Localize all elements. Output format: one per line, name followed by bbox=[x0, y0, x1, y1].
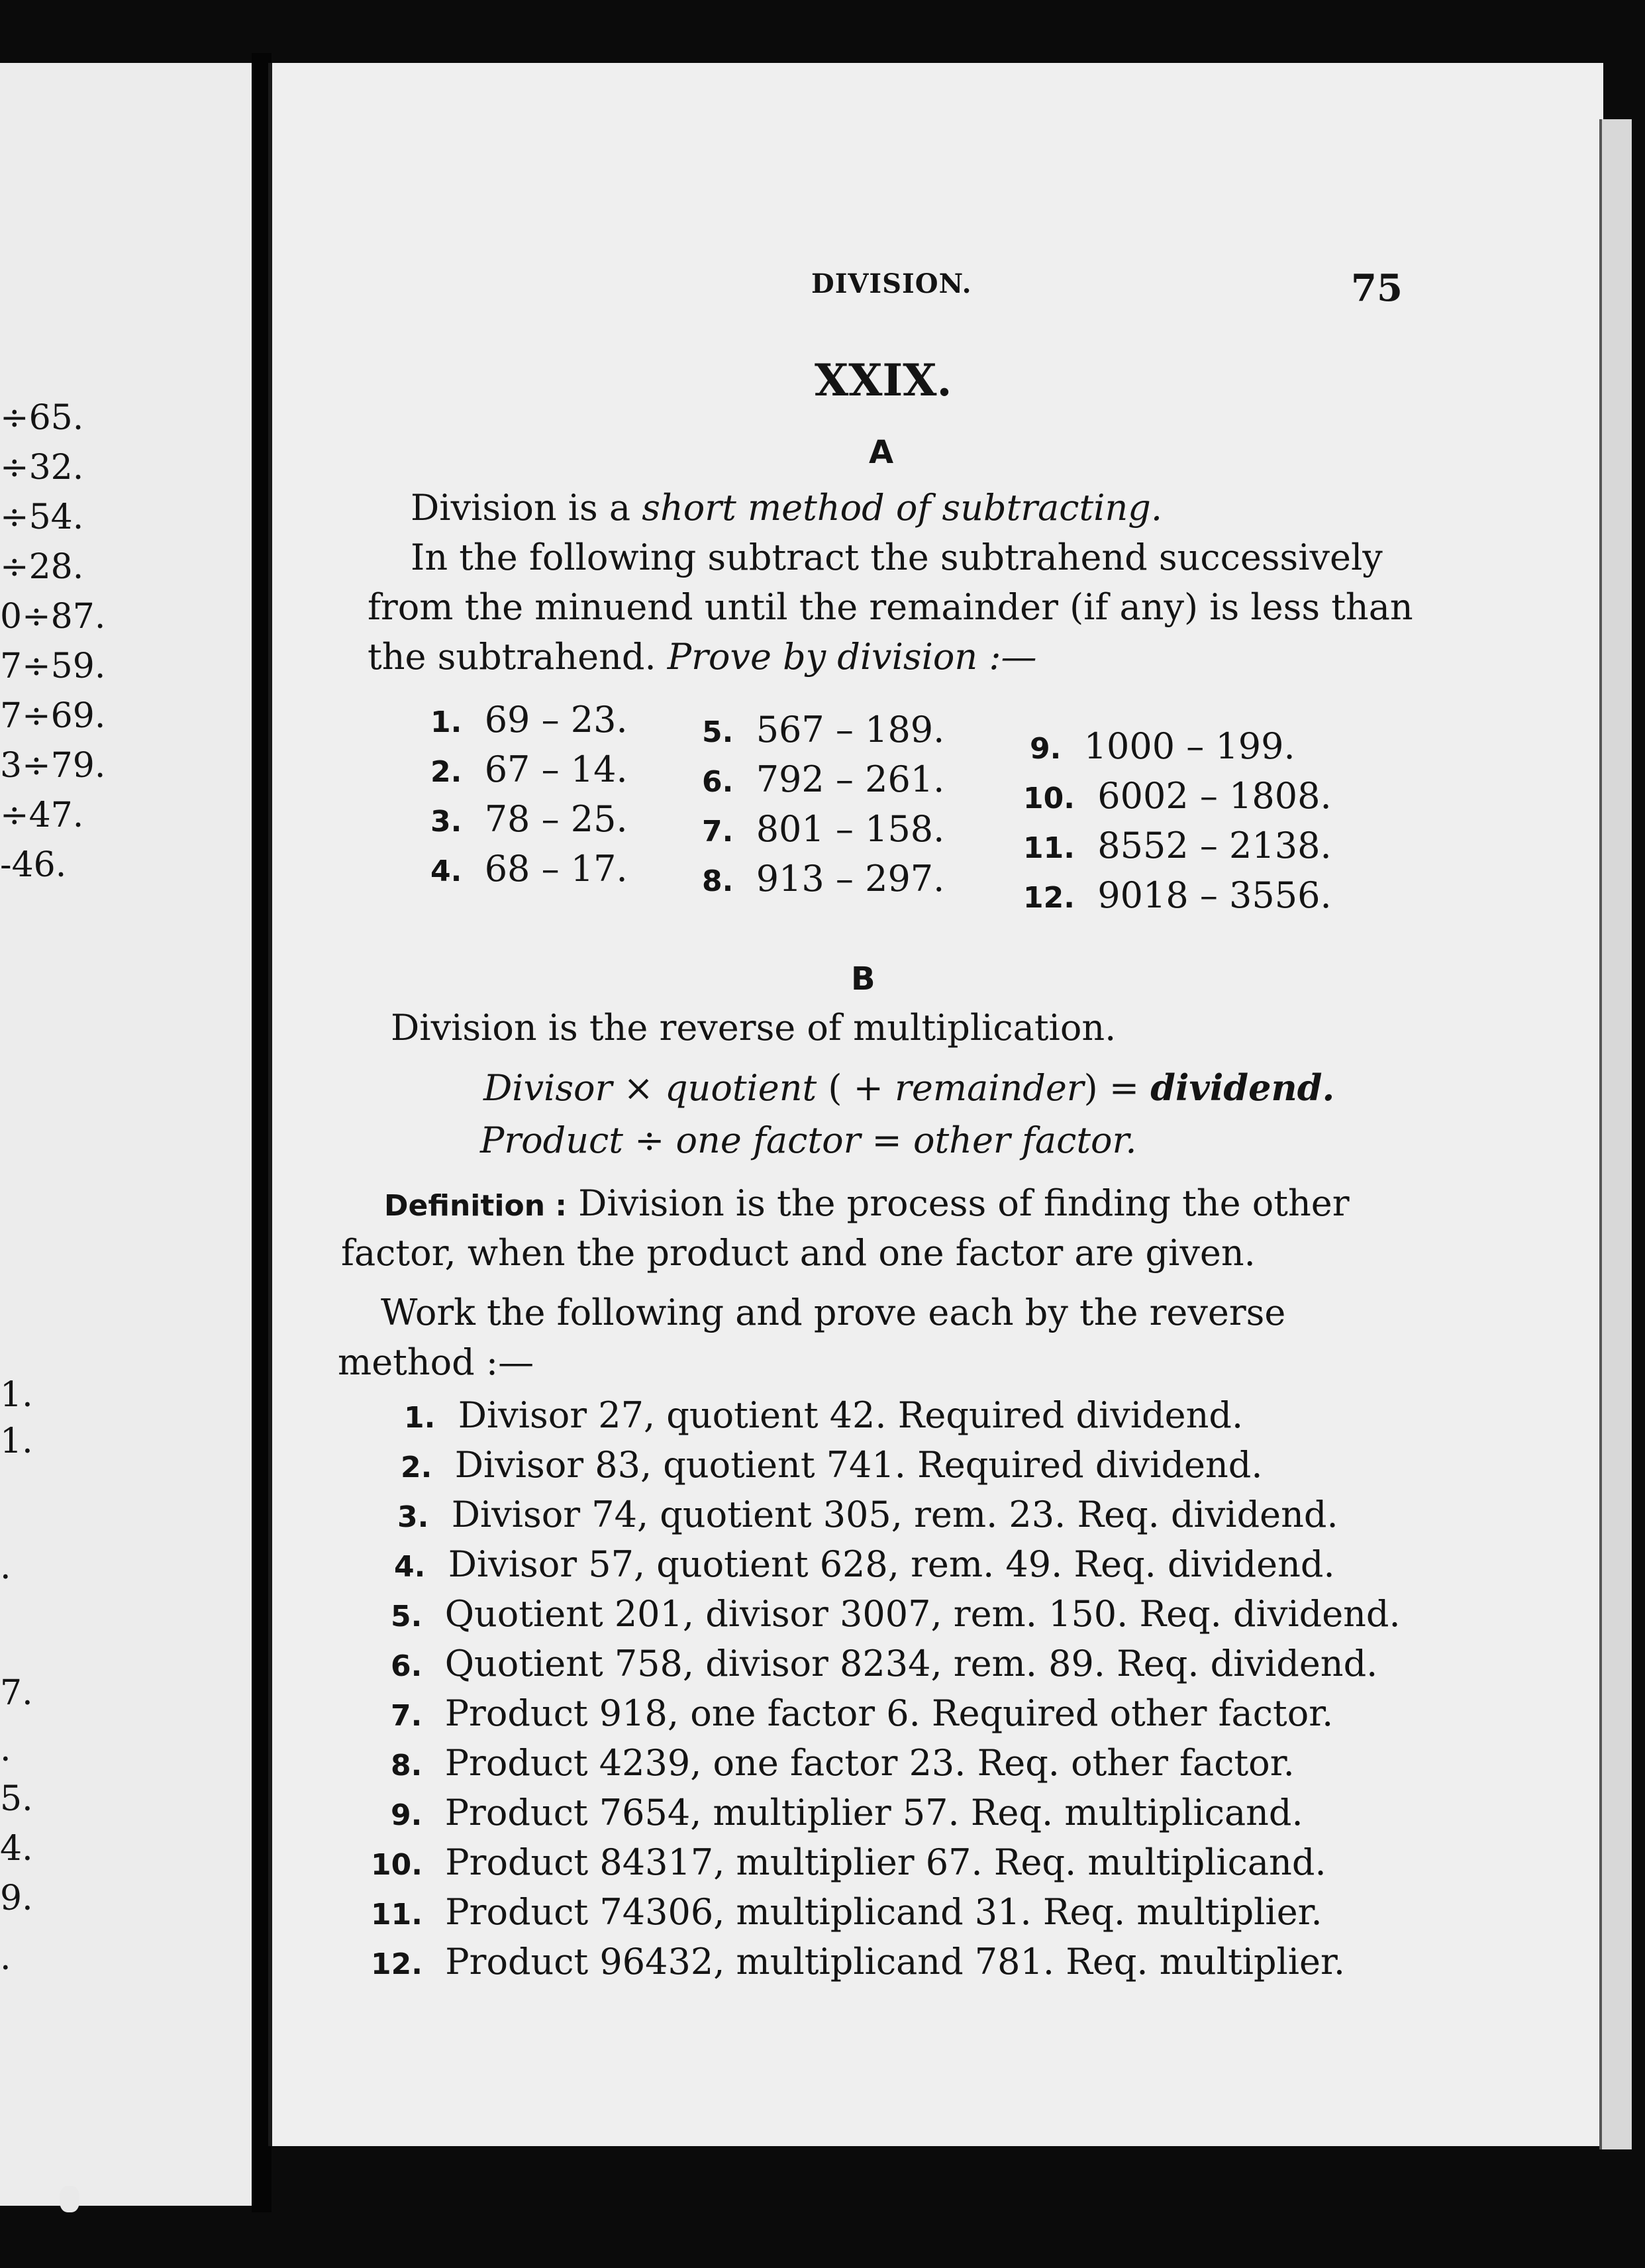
italic-run: Prove by division :— bbox=[667, 636, 1037, 678]
exercise-a-11: 11. 8552 – 2138. bbox=[1023, 825, 1332, 866]
exercise-b-3: 3. Divisor 74, quotient 305, rem. 23. Req. dividend. bbox=[397, 1494, 1338, 1535]
left-fragment: ÷47. bbox=[0, 796, 84, 835]
text-run: the subtrahend. bbox=[368, 636, 668, 678]
left-fragment: ÷32. bbox=[0, 448, 84, 488]
left-fragment: . bbox=[0, 1729, 11, 1769]
exercise-a-7: 7. 801 – 158. bbox=[702, 808, 945, 850]
left-fragment: 9. bbox=[0, 1879, 33, 1918]
section-title: XXIX. bbox=[815, 354, 952, 406]
exercise-b-5: 5. Quotient 201, divisor 3007, rem. 150. Req. dividend. bbox=[391, 1593, 1401, 1635]
exercise-b-4: 4. Divisor 57, quotient 628, rem. 49. Req. dividend. bbox=[394, 1543, 1335, 1585]
subsection-b-label: B bbox=[851, 960, 875, 998]
exercise-a-1: 1. 69 – 23. bbox=[430, 699, 628, 741]
definition-line: Definition : Division is the process of finding the other bbox=[384, 1182, 1350, 1224]
paragraph-line: from the minuend until the remainder (if any) is less than bbox=[368, 586, 1413, 628]
left-fragment: 4. bbox=[0, 1829, 33, 1869]
exercise-a-6: 6. 792 – 261. bbox=[702, 758, 945, 800]
exercise-b-1: 1. Divisor 27, quotient 42. Required dividend. bbox=[404, 1394, 1244, 1436]
exercise-b-9: 9. Product 7654, multiplier 57. Req. multiplicand. bbox=[391, 1792, 1303, 1833]
exercise-a-2: 2. 67 – 14. bbox=[430, 748, 628, 790]
text-run: Division is a bbox=[411, 487, 642, 529]
paragraph-line: method :— bbox=[338, 1341, 534, 1383]
paragraph-line bbox=[411, 487, 1163, 529]
exercise-a-8: 8. 913 – 297. bbox=[702, 858, 945, 900]
exercise-b-2: 2. Divisor 83, quotient 741. Required dividend. bbox=[401, 1444, 1263, 1486]
left-fragment: 7÷59. bbox=[0, 646, 106, 686]
left-fragment: ÷54. bbox=[0, 497, 84, 537]
italic-run: short method of subtracting. bbox=[642, 487, 1163, 529]
left-fragment: 3÷79. bbox=[0, 746, 106, 786]
exercise-b-11: 11. Product 74306, multiplicand 31. Req. multiplier. bbox=[371, 1891, 1322, 1933]
left-fragment: 7÷69. bbox=[0, 696, 106, 736]
exercise-b-7: 7. Product 918, one factor 6. Required other factor. bbox=[391, 1692, 1334, 1734]
exercise-a-12: 12. 9018 – 3556. bbox=[1023, 874, 1332, 916]
exercise-a-10: 10. 6002 – 1808. bbox=[1023, 775, 1332, 817]
left-facing-page bbox=[0, 63, 255, 2206]
left-fragment: . bbox=[0, 1547, 11, 1587]
paragraph-line: Work the following and prove each by the reverse bbox=[381, 1292, 1286, 1333]
running-head: DIVISION. bbox=[811, 268, 972, 299]
paragraph-line: factor, when the product and one factor are given. bbox=[341, 1232, 1256, 1274]
exercise-a-5: 5. 567 – 189. bbox=[702, 709, 945, 750]
left-fragment: 7. bbox=[0, 1673, 33, 1713]
paper-speck bbox=[60, 2186, 79, 2212]
formula-line: Product ÷ one factor = other factor. bbox=[480, 1119, 1137, 1161]
formula-line: Divisor × quotient ( + remainder) = dividend. bbox=[483, 1066, 1335, 1109]
exercise-a-4: 4. 68 – 17. bbox=[430, 848, 628, 890]
exercise-a-3: 3. 78 – 25. bbox=[430, 798, 628, 840]
left-fragment: 1. bbox=[0, 1375, 33, 1415]
exercise-b-6: 6. Quotient 758, divisor 8234, rem. 89. Req. dividend. bbox=[391, 1643, 1378, 1684]
left-fragment: 0÷87. bbox=[0, 597, 106, 637]
left-fragment: . bbox=[0, 1938, 11, 1978]
exercise-b-8: 8. Product 4239, one factor 23. Req. other factor. bbox=[391, 1742, 1295, 1784]
left-fragment: 1. bbox=[0, 1421, 33, 1461]
page-edge bbox=[1599, 119, 1632, 2149]
left-fragment: ÷65. bbox=[0, 398, 84, 438]
left-fragment: ÷28. bbox=[0, 547, 84, 587]
paragraph-line: Division is the reverse of multiplication. bbox=[391, 1007, 1117, 1049]
left-fragment: -46. bbox=[0, 845, 67, 885]
paragraph-line: In the following subtract the subtrahend successively bbox=[411, 537, 1383, 578]
exercise-b-10: 10. Product 84317, multiplier 67. Req. multiplicand. bbox=[371, 1841, 1326, 1883]
subsection-a-label: A bbox=[869, 434, 894, 471]
paragraph-line bbox=[368, 636, 1037, 678]
definition-label: Definition : bbox=[384, 1189, 567, 1223]
exercise-a-9: 9. 1000 – 199. bbox=[1030, 725, 1295, 767]
page-number: 75 bbox=[1351, 266, 1403, 310]
exercise-b-12: 12. Product 96432, multiplicand 781. Req. multiplier. bbox=[371, 1941, 1346, 1983]
left-fragment: 5. bbox=[0, 1779, 33, 1819]
